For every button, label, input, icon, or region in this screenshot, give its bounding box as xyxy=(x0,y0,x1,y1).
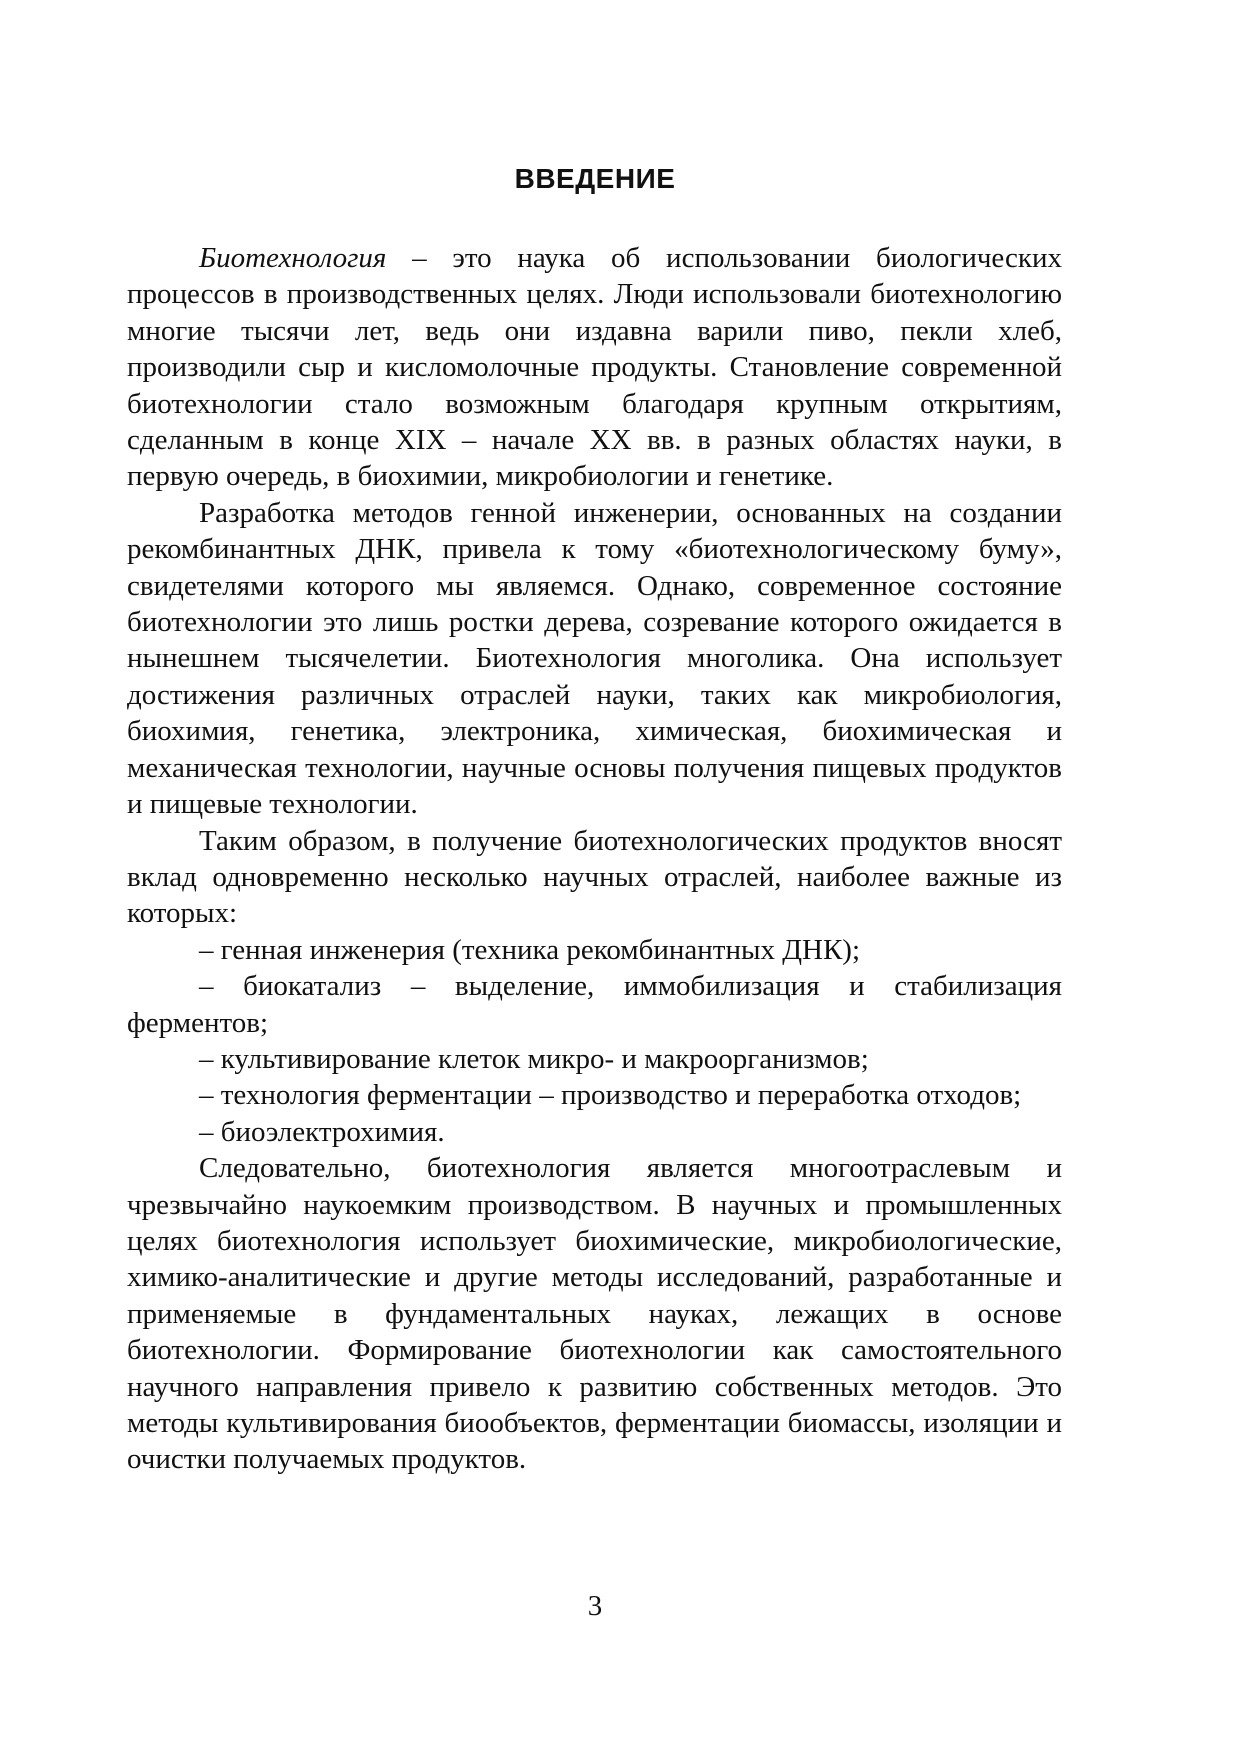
list-item: – генная инженерия (техника рекомбинантных ДНК); xyxy=(199,933,861,966)
paragraph-genetic-engineering: Разработка методов генной инженерии, основанных на создании рекомбинантных ДНК, привела к тому «биотехнологическому буму», свидетелями которого мы являемся. Однако, современное состояние биотехнологии это лишь ростки дерева, созревание которого ожидается в нынешнем тысячелетии. Биотехнология многолика. Она использует достижения различных отраслей науки, таких как микробиология, биохимия, генетика, электроника, химическая, биохимическая и механическая технологии, научные основы получения пищевых продуктов и пищевые технологии. xyxy=(127,496,1062,821)
list-item: – технология ферментации – производство и переработка отходов; xyxy=(199,1079,1022,1112)
list-item: – биокатализ – выделение, иммобилизация и стабилизация ферментов; xyxy=(127,970,1062,1039)
paragraph-conclusion: Следовательно, биотехнология является многоотраслевым и чрезвычайно наукоемким производством. В научных и промышленных целях биотехнология использует биохимические, микробиологические, химико-аналитические и другие методы исследований, разработанные и применяемые в фундаментальных науках, лежащих в основе биотехнологии. Формирование биотехнологии как самостоятельного научного направления привело к развитию собственных методов. Это методы культивирования биообъектов, ферментации биомассы, изоляции и очистки получаемых продуктов. xyxy=(127,1152,1062,1476)
list-item: – биоэлектрохимия. xyxy=(199,1115,445,1148)
paragraph-scientific-branches: Таким образом, в получение биотехнологических продуктов вносят вклад одновременно несколько научных отраслей, наиболее важные из которых: xyxy=(127,824,1062,930)
section-title: ВВЕДЕНИЕ xyxy=(514,163,676,194)
paragraph-intro xyxy=(127,240,1062,495)
list-item: – культивирование клеток микро- и макроорганизмов; xyxy=(199,1042,869,1075)
lead-term: Биотехнология xyxy=(199,242,387,274)
paragraph-intro-text: – это наука об использовании биологических процессов в производственных целях. Люди использовали биотехнологию многие тысячи лет, ведь они издавна варили пиво, пекли хлеб, производили сыр и кисломолочные продукты. Становление современной биотехнологии стало возможным благодаря крупным открытиям, сделанным в конце XIX – начале XX вв. в разных областях науки, в первую очередь, в биохимии, микробиологии и генетике. xyxy=(127,242,1062,493)
page-number: 3 xyxy=(587,1590,603,1622)
body-text xyxy=(127,240,1062,1478)
